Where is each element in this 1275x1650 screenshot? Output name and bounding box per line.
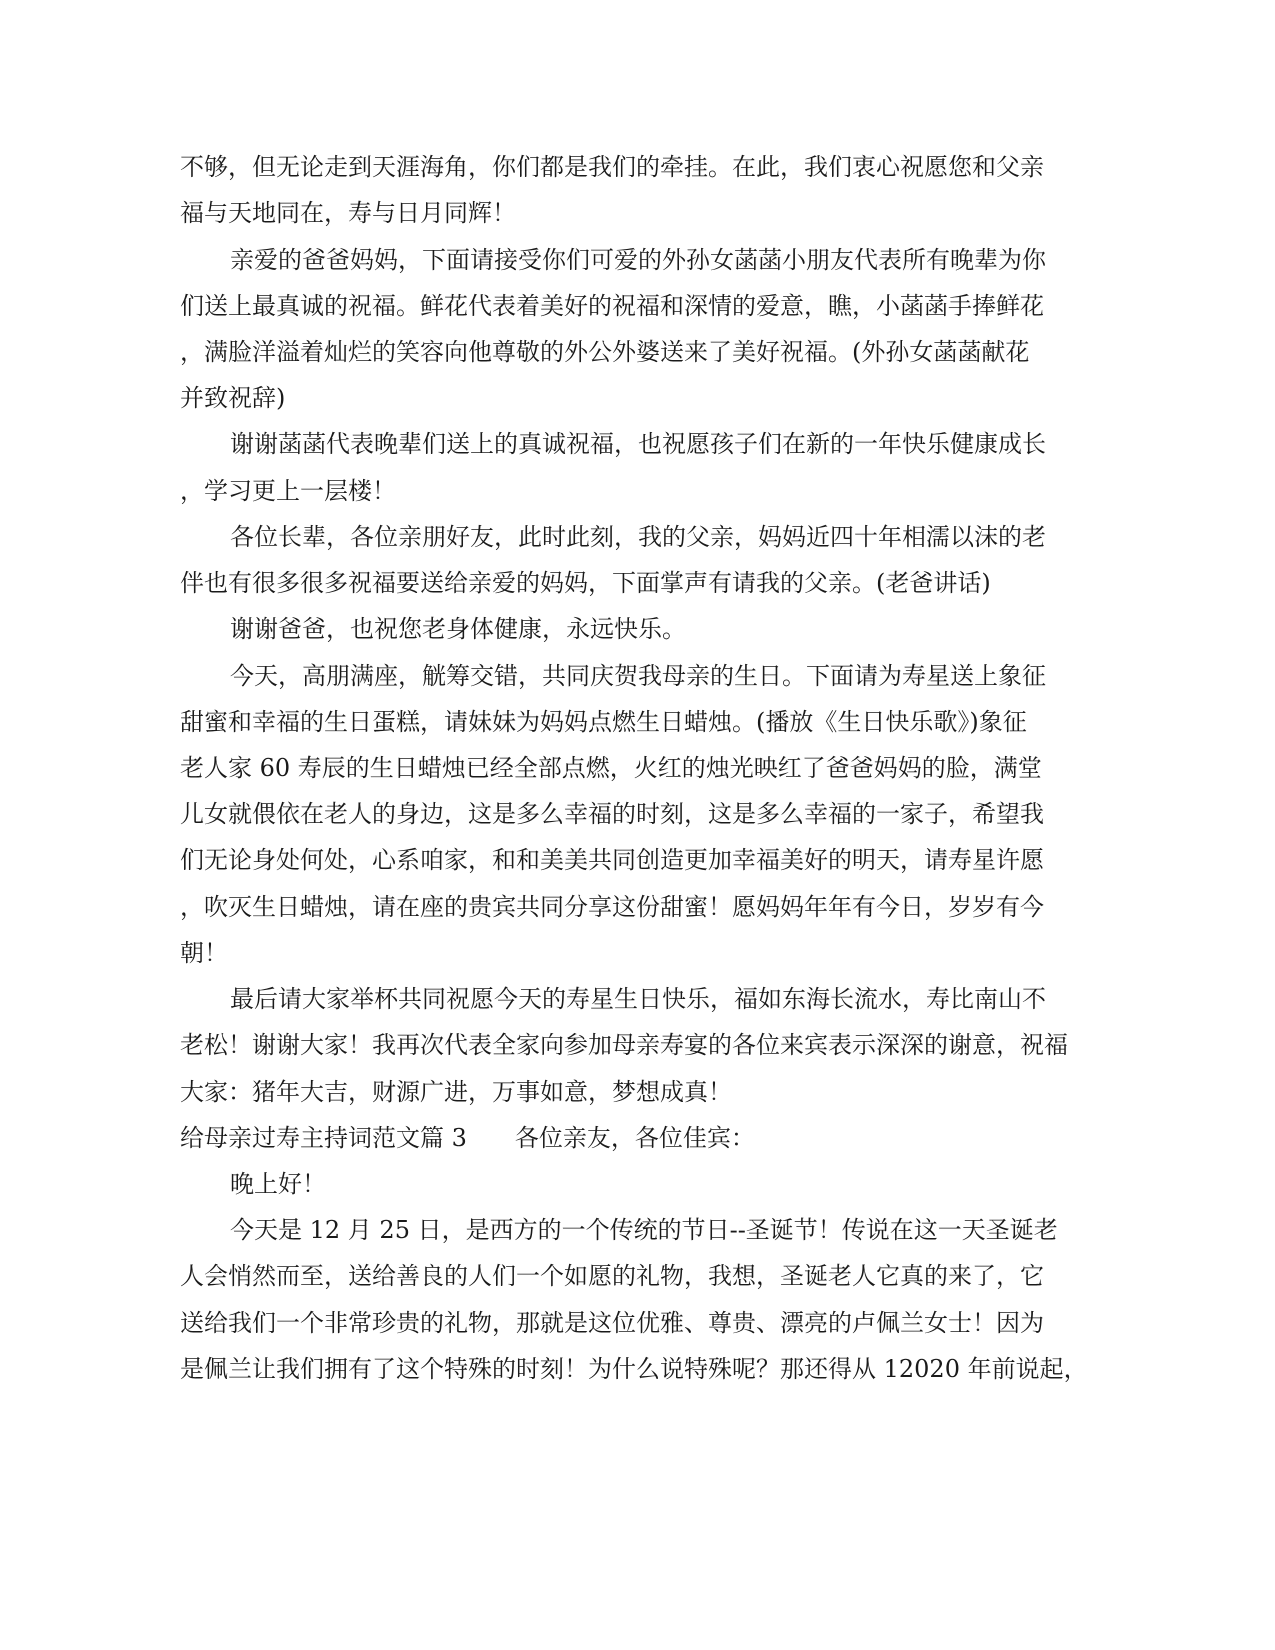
paragraph-start: 最后请大家举杯共同祝愿今天的寿星生日快乐，福如东海长流水，寿比南山不 — [230, 985, 1046, 1013]
text-line: ，吹灭生日蜡烛，请在座的贵宾共同分享这份甜蜜！愿妈妈年年有今日，岁岁有今 — [180, 893, 1044, 921]
text-line: ，满脸洋溢着灿烂的笑容向他尊敬的外公外婆送来了美好祝福。(外孙女菡菡献花 — [180, 338, 1030, 366]
text-line: 朝！ — [180, 939, 228, 967]
text-line: 甜蜜和幸福的生日蛋糕，请妹妹为妈妈点燃生日蜡烛。(播放《生日快乐歌》)象征 — [180, 708, 1027, 736]
paragraph-start: 谢谢菡菡代表晚辈们送上的真诚祝福，也祝愿孩子们在新的一年快乐健康成长 — [230, 430, 1046, 458]
paragraph-start: 谢谢爸爸，也祝您老身体健康，永远快乐。 — [230, 615, 686, 643]
text-line: 儿女就偎依在老人的身边，这是多么幸福的时刻，这是多么幸福的一家子，希望我 — [180, 800, 1044, 828]
text-line: 并致祝辞) — [180, 384, 286, 412]
paragraph-start: 晚上好！ — [230, 1170, 326, 1198]
paragraph-start: 今天，高朋满座，觥筹交错，共同庆贺我母亲的生日。下面请为寿星送上象征 — [230, 662, 1046, 690]
paragraph-start: 亲爱的爸爸妈妈，下面请接受你们可爱的外孙女菡菡小朋友代表所有晚辈为你 — [230, 246, 1046, 274]
text-line: 不够，但无论走到天涯海角，你们都是我们的牵挂。在此，我们衷心祝愿您和父亲 — [180, 153, 1044, 181]
paragraph-start: 今天是 12 月 25 日，是西方的一个传统的节日--圣诞节！传说在这一天圣诞老 — [230, 1216, 1058, 1244]
text-line: 送给我们一个非常珍贵的礼物，那就是这位优雅、尊贵、漂亮的卢佩兰女士！因为 — [180, 1309, 1044, 1337]
text-line: 人会悄然而至，送给善良的人们一个如愿的礼物，我想，圣诞老人它真的来了，它 — [180, 1262, 1044, 1290]
text-line: 大家：猪年大吉，财源广进，万事如意，梦想成真！ — [180, 1078, 732, 1106]
text-line: 老松！谢谢大家！我再次代表全家向参加母亲寿宴的各位来宾表示深深的谢意，祝福 — [180, 1031, 1068, 1059]
text-line: ，学习更上一层楼！ — [180, 477, 396, 505]
text-line: 们无论身处何处，心系咱家，和和美美共同创造更加幸福美好的明天，请寿星许愿 — [180, 846, 1044, 874]
text-line: 是佩兰让我们拥有了这个特殊的时刻！为什么说特殊呢？那还得从 12020 年前说起， — [180, 1355, 1088, 1383]
text-line: 们送上最真诚的祝福。鲜花代表着美好的祝福和深情的爱意，瞧，小菡菡手捧鲜花 — [180, 292, 1044, 320]
text-line: 伴也有很多很多祝福要送给亲爱的妈妈，下面掌声有请我的父亲。(老爸讲话) — [180, 569, 991, 597]
paragraph-start: 各位长辈，各位亲朋好友，此时此刻，我的父亲，妈妈近四十年相濡以沫的老 — [230, 523, 1046, 551]
text-line: 老人家 60 寿辰的生日蜡烛已经全部点燃，火红的烛光映红了爸爸妈妈的脸，满堂 — [180, 754, 1042, 782]
text-line: 福与天地同在，寿与日月同辉！ — [180, 199, 516, 227]
section-heading: 给母亲过寿主持词范文篇 3 各位亲友，各位佳宾： — [180, 1124, 755, 1152]
